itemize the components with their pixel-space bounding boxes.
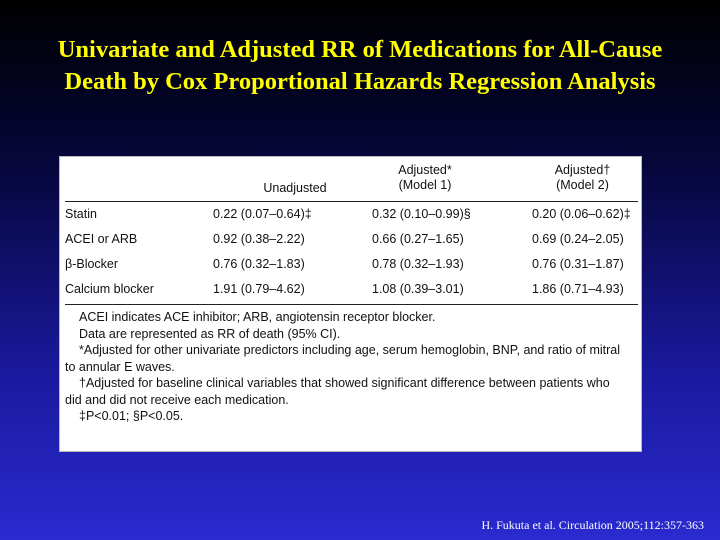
header-model1-line1: Adjusted* (398, 163, 452, 177)
row-label: Statin (65, 207, 97, 221)
table-row (65, 257, 638, 277)
footnote-model1-line1: *Adjusted for other univariate predictors including age, serum hemoglobin, BNP, and ratio of mitral (79, 343, 621, 357)
cell-unadjusted: 0.76 (0.32–1.83) (213, 257, 305, 271)
slide-title-line-1: Univariate and Adjusted RR of Medications for All-Cause (57, 36, 663, 63)
cell-unadjusted: 0.92 (0.38–2.22) (213, 232, 305, 246)
slide-title (0, 34, 720, 98)
header-model1-line2: (Model 1) (398, 178, 452, 192)
footnote-model2-line1: †Adjusted for baseline clinical variables that showed significant difference between patients who (79, 376, 610, 390)
table-row (65, 207, 638, 227)
header-divider (65, 201, 638, 202)
row-label: β-Blocker (65, 257, 119, 271)
cell-unadjusted: 0.22 (0.07–0.64)‡ (213, 207, 312, 221)
footnote-pvalues: ‡P<0.01; §P<0.05. (79, 409, 184, 423)
header-model2-line1: Adjusted† (554, 163, 611, 177)
cell-unadjusted: 1.91 (0.79–4.62) (213, 282, 305, 296)
cell-model1: 0.32 (0.10–0.99)§ (372, 207, 471, 221)
footnote-abbrev: ACEI indicates ACE inhibitor; ARB, angiotensin receptor blocker. (79, 310, 436, 324)
cell-model1: 0.78 (0.32–1.93) (372, 257, 464, 271)
header-model2-line2: (Model 2) (556, 178, 609, 192)
cell-model1: 1.08 (0.39–3.01) (372, 282, 464, 296)
footnote-data: Data are represented as RR of death (95% CI). (79, 326, 341, 341)
row-label: ACEI or ARB (65, 232, 138, 246)
citation: H. Fukuta et al. Circulation 2005;112:357-363 (481, 518, 704, 532)
footnote-model1-line2: to annular E waves. (65, 359, 175, 374)
table-row (65, 232, 638, 252)
table-footnotes (65, 309, 638, 425)
table-panel (59, 156, 642, 452)
cell-model2: 0.20 (0.06–0.62)‡ (532, 207, 631, 221)
cell-model2: 1.86 (0.71–4.93) (532, 282, 624, 296)
header-unadjusted: Unadjusted (263, 181, 327, 195)
table-row (65, 282, 638, 302)
cell-model1: 0.66 (0.27–1.65) (372, 232, 464, 246)
cell-model2: 0.76 (0.31–1.87) (532, 257, 624, 271)
header-model2 (525, 163, 640, 193)
cell-model2: 0.69 (0.24–2.05) (532, 232, 624, 246)
slide-title-line-2: Death by Cox Proportional Hazards Regression Analysis (64, 68, 656, 95)
table-bottom-divider (65, 304, 638, 305)
row-label: Calcium blocker (65, 282, 154, 296)
header-model1 (365, 163, 485, 193)
footnote-model2-line2: did and did not receive each medication. (65, 392, 289, 407)
